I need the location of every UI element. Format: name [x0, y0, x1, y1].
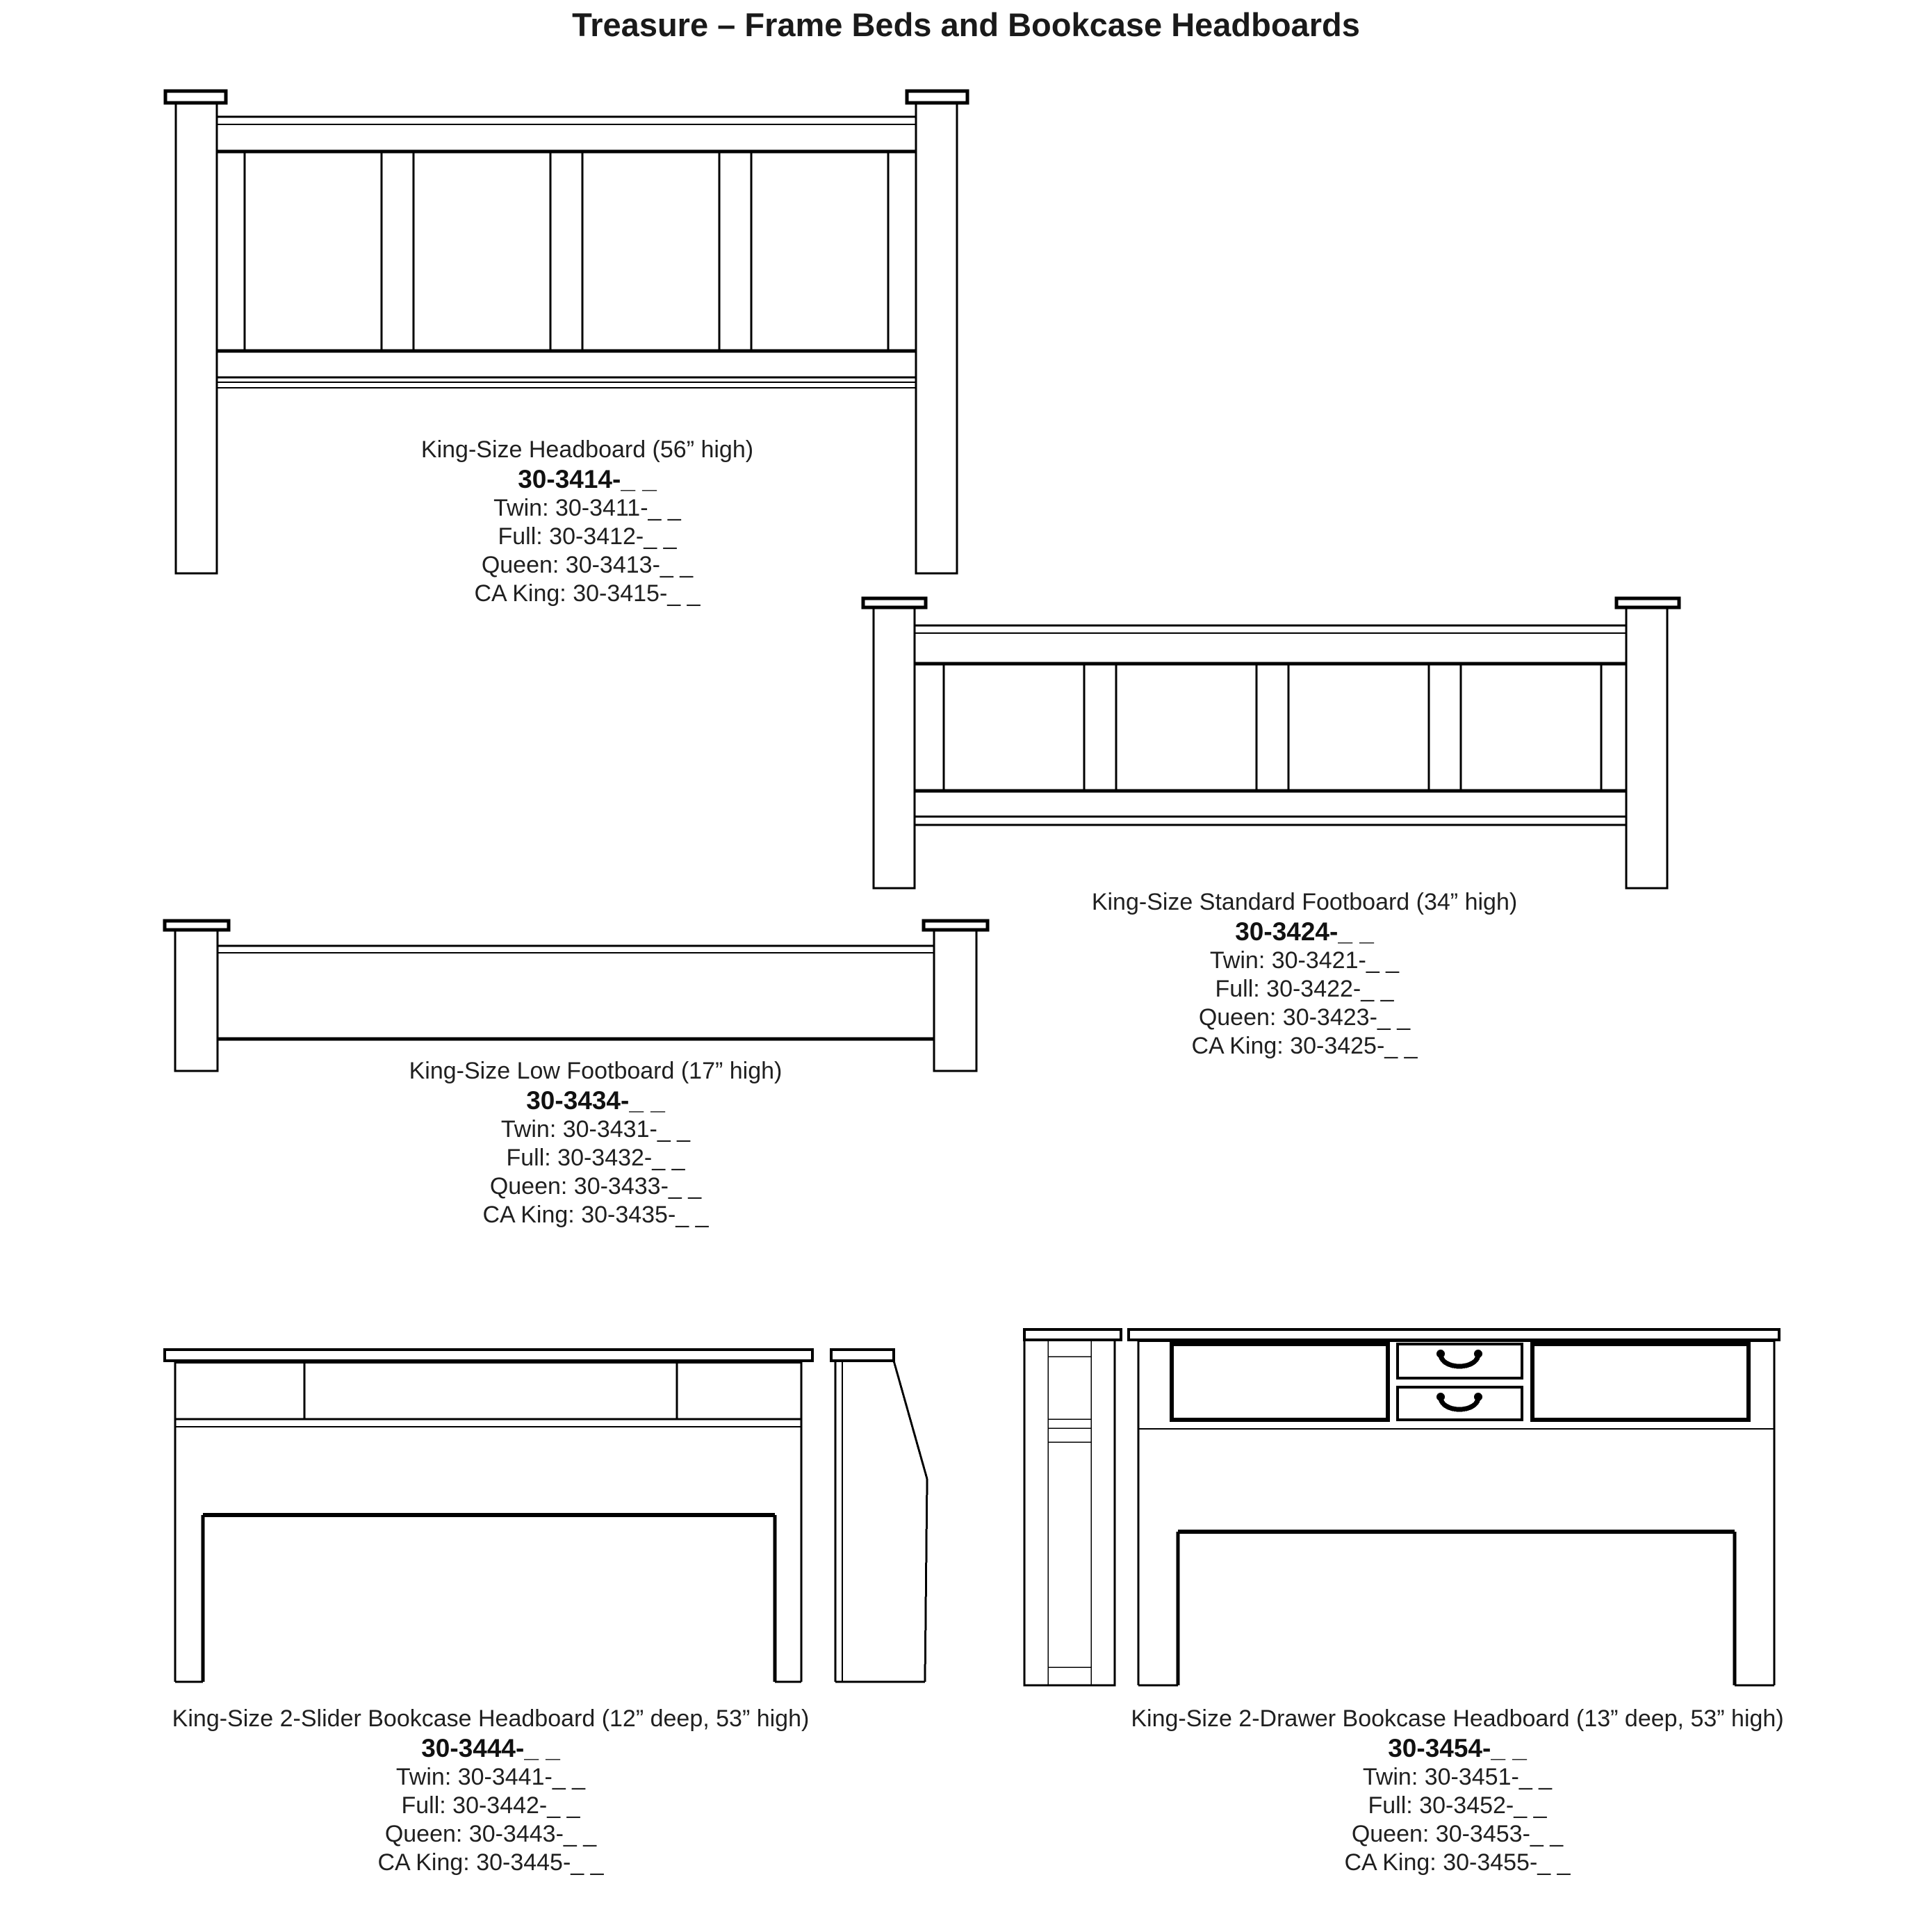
product-name: King-Size Low Footboard (17” high): [409, 1058, 783, 1084]
product-name: King-Size 2-Slider Bookcase Headboard (12” deep, 53” high): [172, 1705, 810, 1732]
two-slider-bookcase-headboard-drawing: [165, 1350, 927, 1682]
product-variant: Twin: 30-3431-_ _: [500, 1116, 691, 1143]
bookcase-side-view: [831, 1350, 927, 1682]
post-cap: [907, 91, 967, 103]
cubby-opening: [1532, 1344, 1749, 1420]
bookcase-front-view: [1129, 1329, 1779, 1685]
product-code: 30-3434-_ _: [526, 1086, 665, 1115]
product-code: 30-3424-_ _: [1235, 917, 1374, 946]
sloped-top-edge: [894, 1361, 927, 1479]
product-variant: Queen: 30-3413-_ _: [481, 552, 694, 578]
product-name: King-Size 2-Drawer Bookcase Headboard (13” deep, 53” high): [1131, 1705, 1784, 1732]
drawer: [1398, 1387, 1522, 1420]
product-variant: Full: 30-3452-_ _: [1368, 1792, 1547, 1819]
top-cap: [1024, 1329, 1121, 1340]
cubby-opening: [1172, 1344, 1388, 1420]
product-variant: Twin: 30-3421-_ _: [1209, 947, 1400, 974]
label-king-headboard: [421, 435, 753, 608]
product-code: 30-3444-_ _: [421, 1734, 560, 1762]
product-name: King-Size Standard Footboard (34” high): [1091, 889, 1518, 915]
standard-footboard-drawing: [863, 598, 1679, 888]
label-standard-footboard: [1092, 887, 1517, 1061]
top-cap: [1129, 1329, 1779, 1340]
post-cap: [1616, 598, 1679, 607]
label-low-footboard: [409, 1056, 783, 1229]
bed-post: [934, 930, 976, 1071]
bed-post: [176, 102, 217, 573]
product-variant: Twin: 30-3441-_ _: [395, 1764, 586, 1790]
drawer: [1398, 1344, 1522, 1378]
product-variant: Queen: 30-3423-_ _: [1198, 1004, 1411, 1031]
product-variant: CA King: 30-3435-_ _: [482, 1202, 709, 1228]
product-variant: Twin: 30-3411-_ _: [493, 495, 681, 521]
label-2slider-bookcase-headboard: [172, 1704, 810, 1877]
bed-post: [175, 930, 218, 1071]
product-name: King-Size Headboard (56” high): [420, 436, 754, 463]
post-cap: [863, 598, 926, 607]
bookcase-front-view: [165, 1350, 812, 1682]
product-code: 30-3454-_ _: [1388, 1734, 1527, 1762]
product-variant: CA King: 30-3455-_ _: [1344, 1849, 1571, 1876]
product-variant: Twin: 30-3451-_ _: [1362, 1764, 1553, 1790]
page-title: Treasure – Frame Beds and Bookcase Headboards: [572, 6, 1360, 43]
label-2drawer-bookcase-headboard: [1131, 1704, 1783, 1877]
product-variant: Full: 30-3412-_ _: [498, 523, 677, 550]
bed-post: [874, 607, 915, 888]
top-cap: [165, 1350, 812, 1361]
post-cap: [165, 921, 229, 930]
bed-post: [1626, 607, 1667, 888]
two-drawer-bookcase-headboard-drawing: [1024, 1329, 1779, 1685]
product-variant: Full: 30-3432-_ _: [506, 1145, 685, 1171]
product-variant: Full: 30-3422-_ _: [1215, 976, 1394, 1002]
bed-post: [916, 102, 957, 573]
product-variant: Queen: 30-3433-_ _: [489, 1173, 702, 1200]
post-cap: [165, 91, 226, 103]
product-variant: CA King: 30-3425-_ _: [1191, 1033, 1418, 1059]
product-variant: Queen: 30-3443-_ _: [384, 1821, 597, 1847]
top-cap: [831, 1350, 894, 1361]
footboard-panel-stiles: [944, 664, 1601, 791]
product-variant: Full: 30-3442-_ _: [401, 1792, 580, 1819]
product-variant: CA King: 30-3415-_ _: [474, 580, 701, 607]
bookcase-side-view: [1024, 1329, 1121, 1685]
headboard-panel-stiles: [245, 152, 888, 351]
post-cap: [924, 921, 988, 930]
product-variant: Queen: 30-3453-_ _: [1351, 1821, 1564, 1847]
product-variant: CA King: 30-3445-_ _: [377, 1849, 604, 1876]
product-code: 30-3414-_ _: [518, 465, 657, 493]
low-footboard-drawing: [165, 921, 988, 1071]
